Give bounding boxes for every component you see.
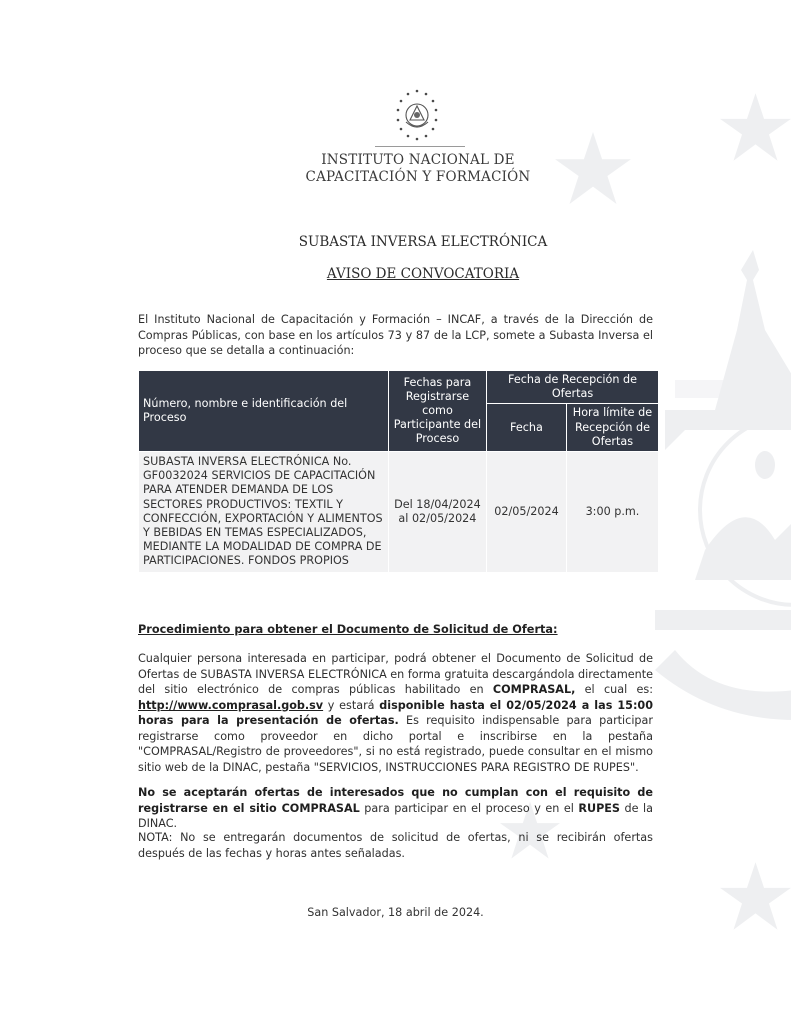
header-deadline-time: Hora límite de Recepción de Ofertas xyxy=(566,404,658,452)
cell-registration-dates xyxy=(388,452,486,573)
requirement-text-b: para participar en el proceso y en el xyxy=(359,801,579,815)
header-date: Fecha xyxy=(487,404,567,452)
cell-process: SUBASTA INVERSA ELECTRÓNICA No. GF0032024 SERVICIOS DE CAPACITACIÓN PARA ATENDER DEMANDA DE LOS SECTORES PRODUCTIVOS: TEXTIL Y CONFECCIÓN, EXPORTACIÓN Y ALIMENTOS Y BEBIDAS EN TEMAS ESPECIALIZADOS, MEDIANTE LA MODALIDAD DE COMPRA DE PARTICIPACIONES. FONDOS PROPIOS xyxy=(139,452,389,573)
registration-start: Del 18/04/2024 xyxy=(394,497,481,511)
header-registration-dates: Fechas para Registrarse como Participante del Proceso xyxy=(388,371,486,452)
institution-name-line2: CAPACITACIÓN Y FORMACIÓN xyxy=(305,169,531,185)
procedure-text-c: el cual es: xyxy=(575,683,653,696)
watermark-star-icon xyxy=(720,860,791,932)
header-process: Número, nombre e identificación del Proceso xyxy=(139,371,389,452)
procedure-text-f: Es requisito indispensable para participar registrarse como proveedor en dicho portal e inscribirse en la pestaña "COMPRASAL/Registro de proveedores", si no está registrado, puede consultar en el mismo sitio web de la DINAC, pestaña "SERVICIOS, INSTRUCCIONES PARA REGISTRO DE RUPES". xyxy=(138,714,653,774)
registration-end: al 02/05/2024 xyxy=(398,511,477,525)
header-reception-group: Fecha de Recepción de Ofertas xyxy=(487,371,659,404)
procedure-text-b: COMPRASAL, xyxy=(492,683,576,696)
process-table xyxy=(138,370,659,573)
cell-date: 02/05/2024 xyxy=(487,452,567,573)
institution-name-line1: INSTITUTO NACIONAL DE xyxy=(321,152,515,168)
watermark-coat-of-arms-icon xyxy=(655,250,791,720)
coat-of-arms-logo-icon xyxy=(393,88,441,142)
table-row xyxy=(139,452,659,573)
procedure-text-d: y estará xyxy=(323,698,380,712)
note-paragraph: NOTA: No se entregarán documentos de solicitud de ofertas, ni se recibirán ofertas después de las fechas y horas antes señaladas. xyxy=(138,831,653,860)
requirement-text-d: de la DINAC. xyxy=(138,801,654,830)
procedure-text-e: disponible hasta el 02/05/2024 a las 15:00 horas para la presentación de ofertas. xyxy=(138,698,653,727)
procedure-paragraph xyxy=(138,651,653,775)
procedure-heading: Procedimiento para obtener el Documento de Solicitud de Oferta: xyxy=(138,623,558,636)
watermark-star-icon xyxy=(555,132,631,204)
procedure-text-a: Cualquier persona interesada en participar, podrá obtener el Documento de Solicitud de Ofertas de SUBASTA INVERSA ELECTRÓNICA en forma gratuita descargándola directamente del sitio electrónico de compras públicas habilitado en xyxy=(138,652,653,696)
logo-divider xyxy=(375,146,465,147)
intro-paragraph: El Instituto Nacional de Capacitación y Formación – INCAF, a través de la Dirección de Compras Públicas, con base en los artículos 73 y 87 de la LCP, somete a Subasta Inversa el proceso que se detalla a continuación: xyxy=(138,313,653,357)
document-title: SUBASTA INVERSA ELECTRÓNICA xyxy=(298,234,548,250)
document-subtitle: AVISO DE CONVOCATORIA xyxy=(326,266,520,282)
place-date: San Salvador, 18 abril de 2024. xyxy=(307,906,484,919)
cell-deadline-time: 3:00 p.m. xyxy=(566,452,658,573)
requirement-paragraph xyxy=(138,785,653,832)
comprasal-link[interactable]: http://www.comprasal.gob.sv xyxy=(138,698,324,712)
requirement-text-a: No se aceptarán ofertas de interesados que no cumplan con el requisito de registrarse en el sitio COMPRASAL xyxy=(138,786,653,815)
table-header-row xyxy=(139,371,659,404)
requirement-text-c: RUPES xyxy=(578,801,620,815)
